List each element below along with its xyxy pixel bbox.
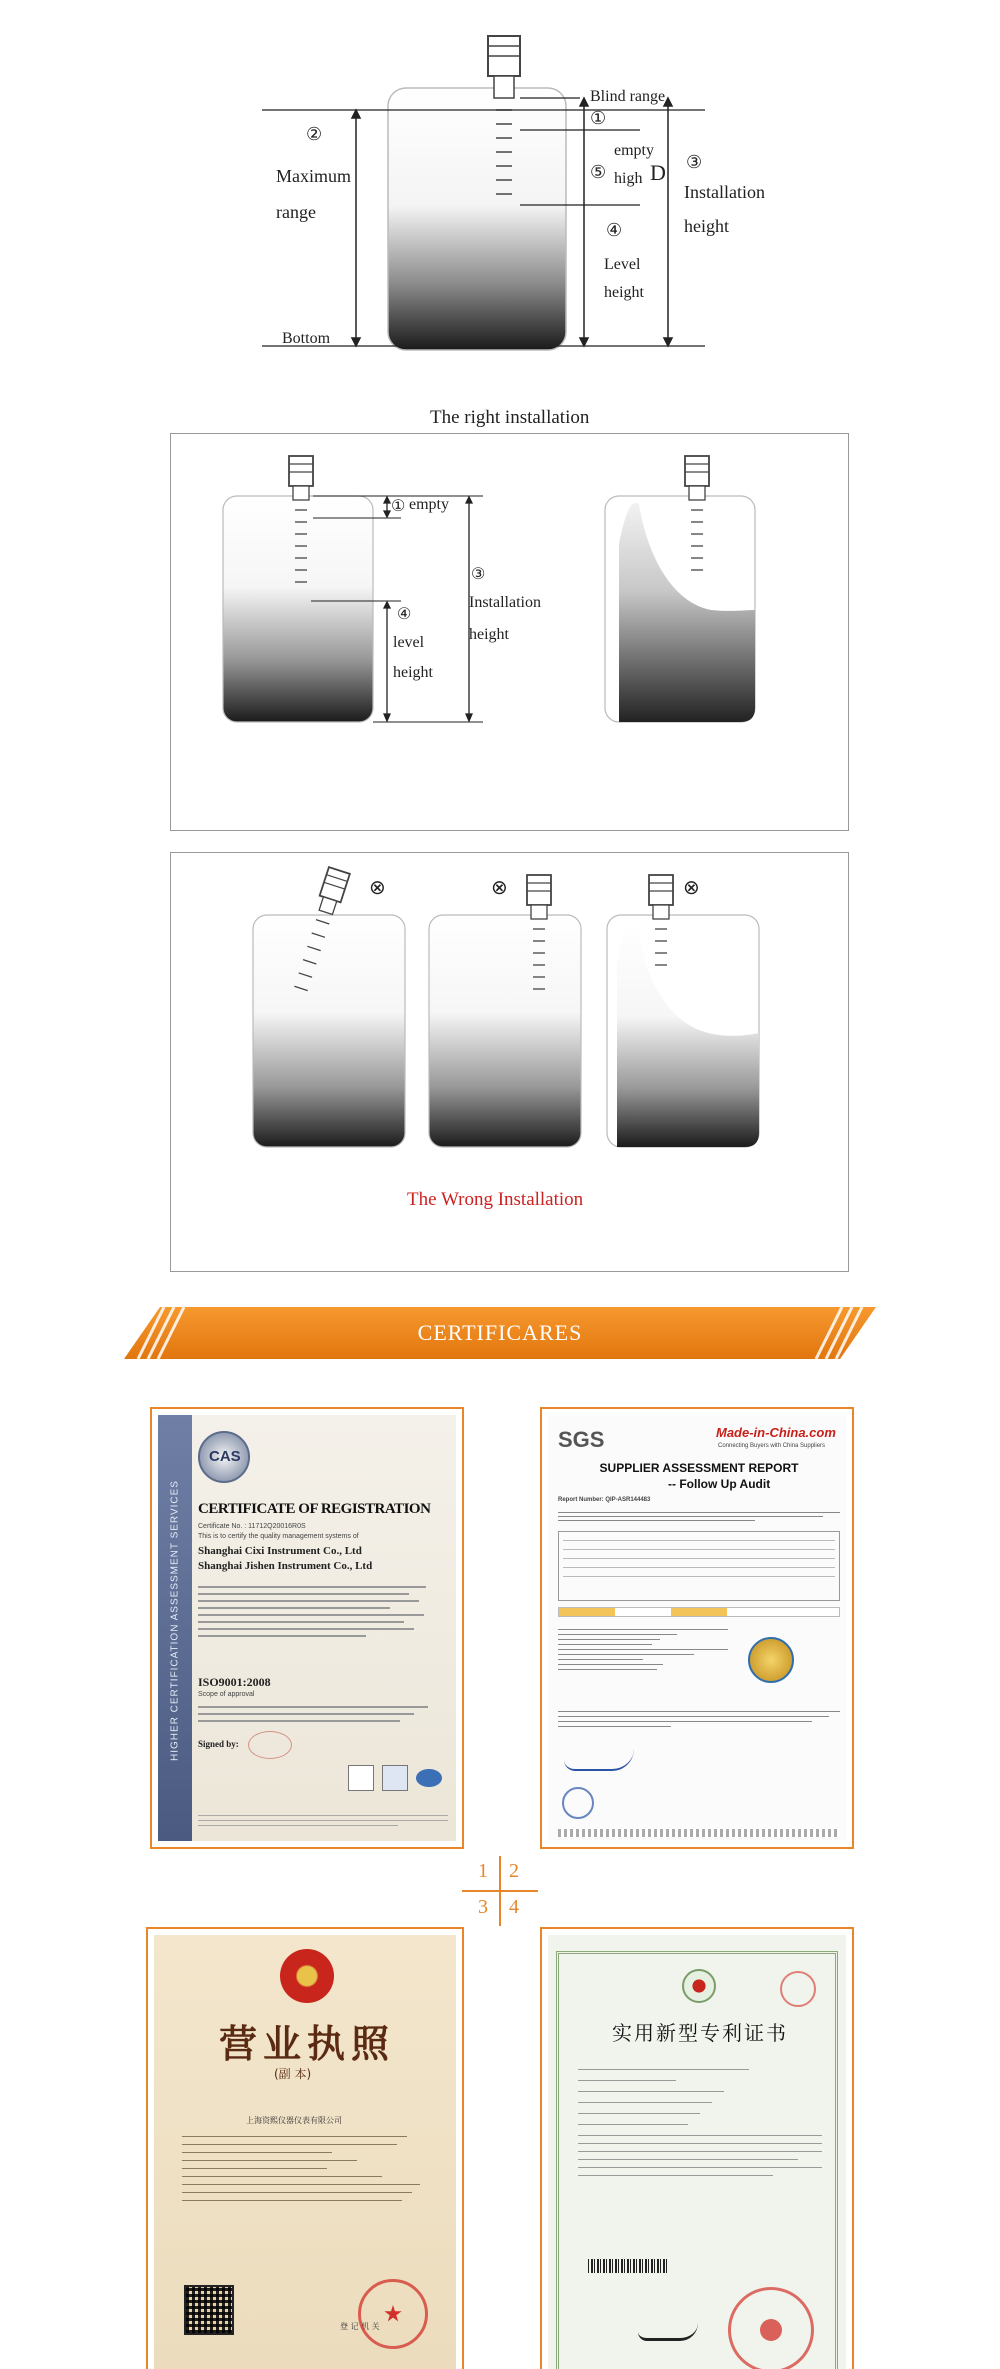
cert1-scope: Scope of approval [198,1691,255,1698]
cert1-footer-lines [198,1811,448,1830]
certificate-3 [146,1927,464,2369]
cert1-seal [248,1731,292,1759]
high-label: high [614,170,643,187]
max-range-number: ② [306,124,323,144]
n5-label: ⑤ [590,162,607,182]
cert1-logos [348,1765,444,1795]
cert1-company1: Shanghai Cixi Instrument Co., Ltd [198,1545,362,1557]
n4-label: ④ [606,220,623,240]
cert1-title: CERTIFICATE OF REGISTRATION [198,1501,431,1517]
r-empty: empty [409,496,449,513]
cert3-issuer: 登 记 机 关 [340,2322,380,2331]
cert2-date-bar [558,1607,840,1617]
wrong-mark-2: ⊗ [491,877,508,899]
grid-label-4[interactable]: 4 [509,1896,519,1918]
certificate-2 [540,1407,854,1849]
cert3-emblem [280,1949,334,2003]
range-diagram-svg [0,0,1000,370]
grid-label-2[interactable]: 2 [509,1860,519,1882]
wrong-install-panel [170,852,849,1272]
cert4-stamp-top [780,1971,816,2007]
right-install-title: The right installation [430,407,590,428]
install-line2: height [684,216,729,236]
r-install2: height [469,626,509,643]
cert4-fields [578,2059,822,2183]
tank [388,88,566,350]
cert1-standard: ISO9001:2008 [198,1675,271,1689]
cert1-no: Certificate No. : 11712Q20016R0S [198,1523,306,1530]
cert2-report-no: Report Number: QIP-ASR144483 [558,1497,651,1503]
cert2-title2: -- Follow Up Audit [668,1477,771,1491]
cert4-title: 实用新型专利证书 [612,2021,788,2045]
cert3-qr-code [184,2285,234,2335]
level-line2: height [604,284,644,301]
r-n4: ④ [397,606,412,623]
grid-label-3[interactable]: 3 [478,1896,488,1918]
cert2-table [558,1531,840,1601]
cert1-badge-text: CAS [209,1448,241,1465]
cert4-emblem [682,1969,716,2003]
wrong-mark-1: ⊗ [369,877,386,899]
right-install-panel [170,433,849,831]
cert2-mic: Made-in-China.com [716,1425,836,1440]
wrong-mark-3: ⊗ [683,877,700,899]
cert1-signed: Signed by: [198,1739,239,1749]
cert3-title: 营业执照 [218,2022,395,2066]
banner-title: CERTIFICARES [417,1320,583,1345]
cert1-side-text: HIGHER CERTIFICATION ASSESSMENT SERVICES [169,1480,181,1761]
cert2-gold-seal [748,1637,794,1683]
blind-range-label: Blind range [590,88,666,105]
r-n3: ③ [471,566,486,583]
r-level1: level [393,634,425,651]
max-range-line1: Maximum [276,166,351,186]
cert1-company2: Shanghai Jishen Instrument Co., Ltd [198,1560,373,1572]
r-n1: ① [391,498,406,515]
cert1-certify: This is to certify the quality management systems of [198,1533,359,1540]
cert3-fields [182,2129,432,2208]
n1-label: ① [590,108,607,128]
cert2-footer [558,1829,840,1837]
right-install-svg [171,434,850,832]
level-line1: Level [604,256,641,273]
cert2-title1: SUPPLIER ASSESSMENT REPORT [599,1461,799,1475]
cert2-text-block-3 [558,1707,840,1731]
install-line1: Installation [684,182,765,202]
cert2-sgs: SGS [558,1427,605,1452]
bottom-label: Bottom [282,330,331,347]
cert4-seal-emblem [760,2319,782,2341]
cert4-signature [638,2323,698,2341]
certificate-4 [540,1927,854,2369]
cert1-address-lines [198,1581,438,1642]
cert1-scope-lines [198,1701,438,1727]
certificate-1 [150,1407,464,1849]
r-install1: Installation [469,594,541,611]
grid-label-1[interactable]: 1 [478,1860,488,1882]
cert2-sgs-stamp [562,1787,594,1819]
empty-label: empty [614,142,654,159]
cert2-text-block-2 [558,1625,728,1674]
range-diagram [0,0,1000,370]
d-label: D [650,160,666,185]
r-level2: height [393,664,433,681]
cert4-barcode [588,2259,668,2273]
wrong-install-title: The Wrong Installation [407,1189,584,1210]
max-range-line2: range [276,202,316,222]
cert2-text-block-1 [558,1509,840,1524]
cert2-mic-sub: Connecting Buyers with China Suppliers [718,1443,826,1449]
cert-grid-index [462,1856,538,1926]
certificates-banner [124,1307,876,1359]
n3-label: ③ [686,152,703,172]
cert3-sub: (副 本) [274,2067,312,2081]
cert3-company: 上海资熙仪器仪表有限公司 [246,2116,342,2125]
cert2-signature [564,1749,634,1771]
